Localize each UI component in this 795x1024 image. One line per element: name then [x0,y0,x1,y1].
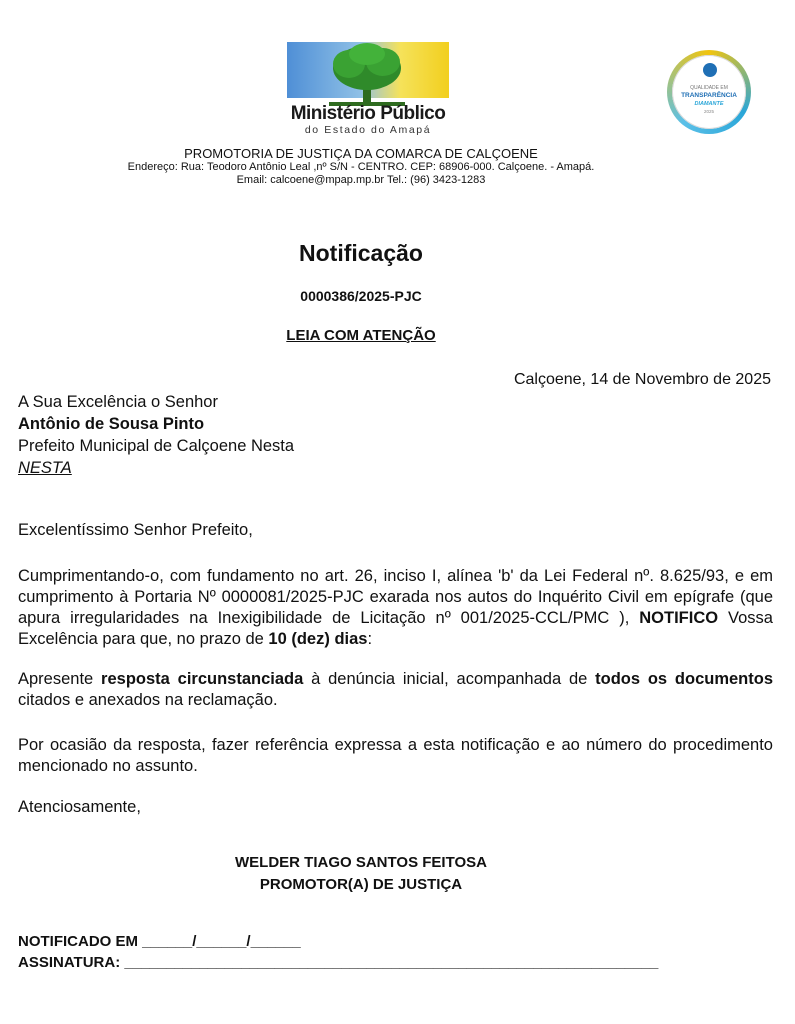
notified-date-field: NOTIFICADO EM ______/______/______ [18,933,301,950]
p1-text-c: Vossa Excelência para que, no prazo de [18,609,773,648]
seal-emblem-icon [703,63,717,77]
transparency-seal [667,50,751,134]
p1-text-e: : [367,630,373,648]
ministerio-publico-logo [287,42,449,137]
seal-inner [672,55,746,129]
logo-name: Ministério Público [290,103,446,124]
p1-deadline: 10 (dez) dias [268,630,368,648]
seal-text-1: QUALIDADE EM [690,85,728,91]
attention-text: LEIA COM ATENÇÃO [286,327,436,344]
salutation: Excelentíssimo Senhor Prefeito, [18,521,253,539]
paragraph-2 [18,669,773,711]
tree-icon [325,42,409,106]
protocol-number: 0000386/2025-PJC [300,288,422,304]
attention-heading [0,327,722,345]
addressee-name: Antônio de Sousa Pinto [18,415,205,433]
signer-name: WELDER TIAGO SANTOS FEITOSA [235,854,487,871]
p2-text-e: citados e anexados na reclamação. [18,691,278,709]
p1-notifico: NOTIFICO [639,609,719,627]
seal-text-3: DIAMANTE [694,101,724,107]
paragraph-3: Por ocasião da resposta, fazer referência expressa a esta notificação e ao número do procedimento mencionado no assunto. [18,736,773,775]
signer-title: PROMOTOR(A) DE JUSTIÇA [259,876,463,893]
paragraph-1 [18,566,773,650]
seal-text-2: TRANSPARÊNCIA [681,92,737,99]
addressee-salutation: A Sua Excelência o Senhor [18,393,218,411]
p2-text-a: Apresente [18,670,102,688]
office-name: PROMOTORIA DE JUSTIÇA DA COMARCA DE CALÇOENE [184,146,538,161]
p2-documents: todos os documentos [595,670,774,688]
office-contact: Email: calcoene@mpap.mp.br Tel.: (96) 3423-1283 [236,174,486,186]
signature-field: ASSINATURA: ________________________________________________________________ [18,954,659,971]
logo-subtitle: do Estado do Amapá [304,124,432,136]
addressee-role: Prefeito Municipal de Calçoene Nesta [18,437,295,455]
document-title: Notificação [299,240,423,266]
p2-response: resposta circunstanciada [101,670,304,688]
p2-text-c: à denúncia inicial, acompanhada de [303,670,596,688]
seal-text-4: 2025 [703,109,714,114]
document-date: Calçoene, 14 de Novembro de 2025 [513,371,771,388]
p1-text-a: Cumprimentando-o, com fundamento no art. 26, inciso I, alínea 'b' da Lei Federal nº. 8.625/93, e em cumprimento à Portaria Nº 0000081/2025-PJC exarada nos autos do Inquérito Civil em epígrafe (que apura irregularidades na Inexigibilidade de Licitação nº 001/2025-CCL/PMC ), [18,567,773,627]
office-address: Endereço: Rua: Teodoro Antônio Leal ,nº S/N - CENTRO. CEP: 68906-000. Calçoene. - Amapá. [127,161,595,173]
closing: Atenciosamente, [18,798,141,816]
addressee-place: NESTA [18,459,72,477]
